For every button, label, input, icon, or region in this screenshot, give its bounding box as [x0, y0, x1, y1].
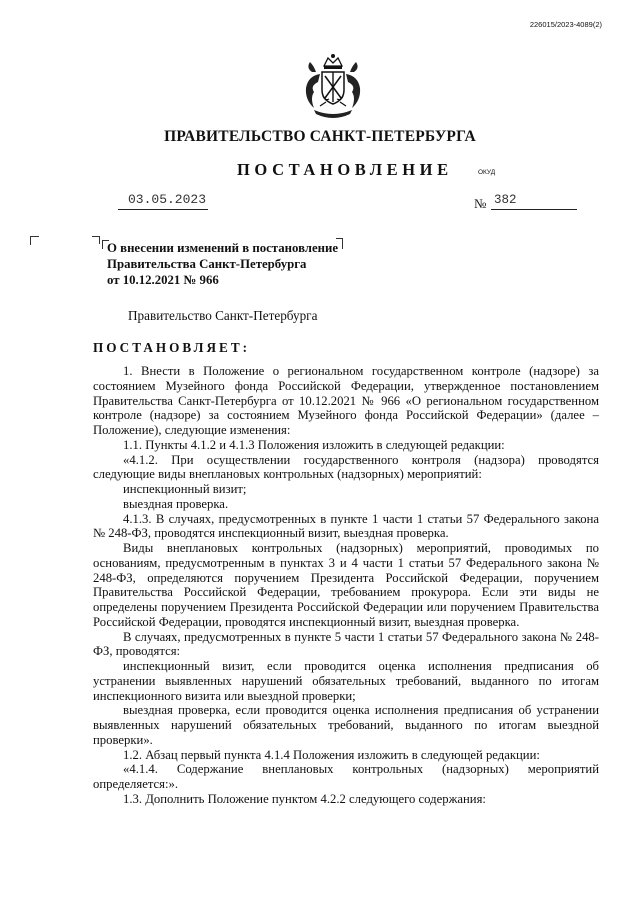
- document-body: [93, 364, 599, 807]
- body-paragraph: выездная проверка, если проводится оценка исполнения предписания об устранении выявленных нарушений обязательных требований, выданного по итогам выездной проверки».: [93, 703, 599, 747]
- subject-line: от 10.12.2021 № 966: [107, 273, 219, 287]
- corner-bracket-top-left: [30, 236, 39, 245]
- body-paragraph: инспекционный визит, если проводится оценка исполнения предписания об устранении выявленных нарушений обязательных требований, выданного по итогам инспекционного визита или выездной проверки;: [93, 659, 599, 703]
- body-paragraph: выездная проверка.: [123, 496, 229, 511]
- document-type-title: ПОСТАНОВЛЕНИЕ: [237, 160, 453, 179]
- body-paragraph: «4.1.4. Содержание внеплановых контрольных (надзорных) мероприятий определяется:».: [93, 762, 599, 791]
- number-sign: №: [474, 196, 487, 211]
- issuer-name: Правительство Санкт-Петербурга: [128, 308, 318, 323]
- body-paragraph: 1.1. Пункты 4.1.2 и 4.1.3 Положения изложить в следующей редакции:: [123, 437, 505, 452]
- body-paragraph: 4.1.3. В случаях, предусмотренных в пункте 1 части 1 статьи 57 Федерального закона № 248-ФЗ, проводятся инспекционный визит, выездная проверка.: [93, 511, 599, 541]
- body-paragraph: Виды внеплановых контрольных (надзорных) мероприятий, проводимых по основаниям, предусмотренным в пунктах 3 и 4 части 1 статьи 57 Федерального закона № 248-ФЗ, определяются поручением Президента Российской Федерации, поручением Правительства Российской Федерации, требованием прокурора. Если эти виды не определены поручением Президента Российской Федерации или поручением Правительства Российской Федерации, проводятся инспекционный визит, выездная проверка.: [93, 541, 599, 629]
- government-name: ПРАВИТЕЛЬСТВО САНКТ-ПЕТЕРБУРГА: [164, 128, 476, 145]
- document-date: 03.05.2023: [128, 192, 207, 207]
- subject-line: О внесении изменений в постановление: [107, 241, 339, 255]
- document-number: 382: [494, 193, 517, 207]
- body-paragraph: инспекционный визит;: [123, 482, 247, 496]
- subject-line: Правительства Санкт-Петербурга: [107, 257, 307, 271]
- body-paragraph: «4.1.2. При осуществлении государственного контроля (надзора) проводятся следующие виды внеплановых контрольных (надзорных) мероприятий:: [93, 452, 599, 482]
- body-paragraph: 1.3. Дополнить Положение пунктом 4.2.2 следующего содержания:: [123, 791, 486, 806]
- coat-of-arms-icon: [300, 52, 366, 122]
- number-underline: [491, 209, 577, 210]
- document-id: 226015/2023-4089(2): [529, 20, 602, 29]
- document-subject: [107, 240, 338, 288]
- body-paragraph: В случаях, предусмотренных в пункте 5 части 1 статьи 57 Федерального закона № 248-ФЗ, проводятся:: [93, 629, 599, 659]
- decree-word: ПОСТАНОВЛЯЕТ:: [93, 340, 251, 355]
- okud-label: ОКУД: [478, 169, 496, 176]
- body-paragraph: 1.2. Абзац первый пункта 4.1.4 Положения изложить в следующей редакции:: [123, 747, 540, 762]
- corner-bracket-top-left-inner: [92, 236, 100, 244]
- date-underline: [118, 209, 208, 210]
- body-paragraph: 1. Внести в Положение о региональном государственном контроле (надзоре) за состоянием Музейного фонда Российской Федерации, утвержденное постановлением Правительства Санкт-Петербурга от 10.12.2021 № 966 «О региональном государственном контроле (надзоре) за состоянием Музейного фонда Российской Федерации» (далее – Положение), следующие изменения:: [93, 364, 599, 437]
